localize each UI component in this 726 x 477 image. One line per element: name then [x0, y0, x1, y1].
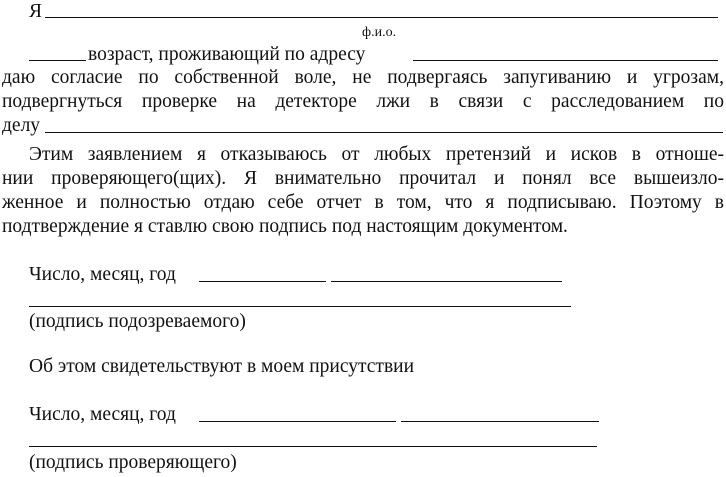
examiner-date-blank-1: [199, 421, 396, 422]
case-line-prefix: делу: [2, 115, 41, 136]
waiver-paragraph-line-2: нии проверяющего(щих). Я внимательно прочитал и понял все вышеизло-: [2, 168, 724, 189]
consent-text-line-2: подвергнуться проверке на детекторе лжи в связи с расследованием по: [2, 91, 724, 112]
suspect-date-label: Число, месяц, год: [29, 264, 176, 285]
consent-text-line-1: даю согласие по собственной воле, не подвергаясь запугиванию и угрозам,: [2, 67, 724, 88]
name-line-prefix: Я: [29, 1, 43, 22]
examiner-date-blank-2: [401, 421, 599, 422]
examiner-signature-blank: [29, 446, 597, 447]
examiner-date-label: Число, месяц, год: [29, 404, 176, 425]
suspect-signature-caption: (подпись подозреваемого): [29, 311, 246, 332]
suspect-signature-blank: [29, 306, 571, 307]
waiver-paragraph-line-3: женное и полностью отдаю себе отчет в том, что я подписываю. Поэтому в: [2, 192, 724, 213]
name-blank: [45, 17, 718, 18]
age-blank: [29, 60, 86, 61]
case-blank: [45, 132, 723, 133]
examiner-signature-caption: (подпись проверяющего): [29, 452, 237, 473]
suspect-date-blank-1: [199, 281, 326, 282]
witness-statement: Об этом свидетельствуют в моем присутствии: [29, 356, 415, 377]
age-address-text: возраст, проживающий по адресу: [88, 44, 366, 65]
fio-caption: ф.и.о.: [362, 25, 397, 40]
address-blank: [413, 60, 718, 61]
waiver-paragraph-line-4: подтверждение я ставлю свою подпись под настоящим документом.: [2, 216, 568, 237]
suspect-date-blank-2: [331, 281, 562, 282]
waiver-paragraph-line-1: Этим заявлением я отказываюсь от любых претензий и исков в отноше-: [29, 144, 724, 165]
